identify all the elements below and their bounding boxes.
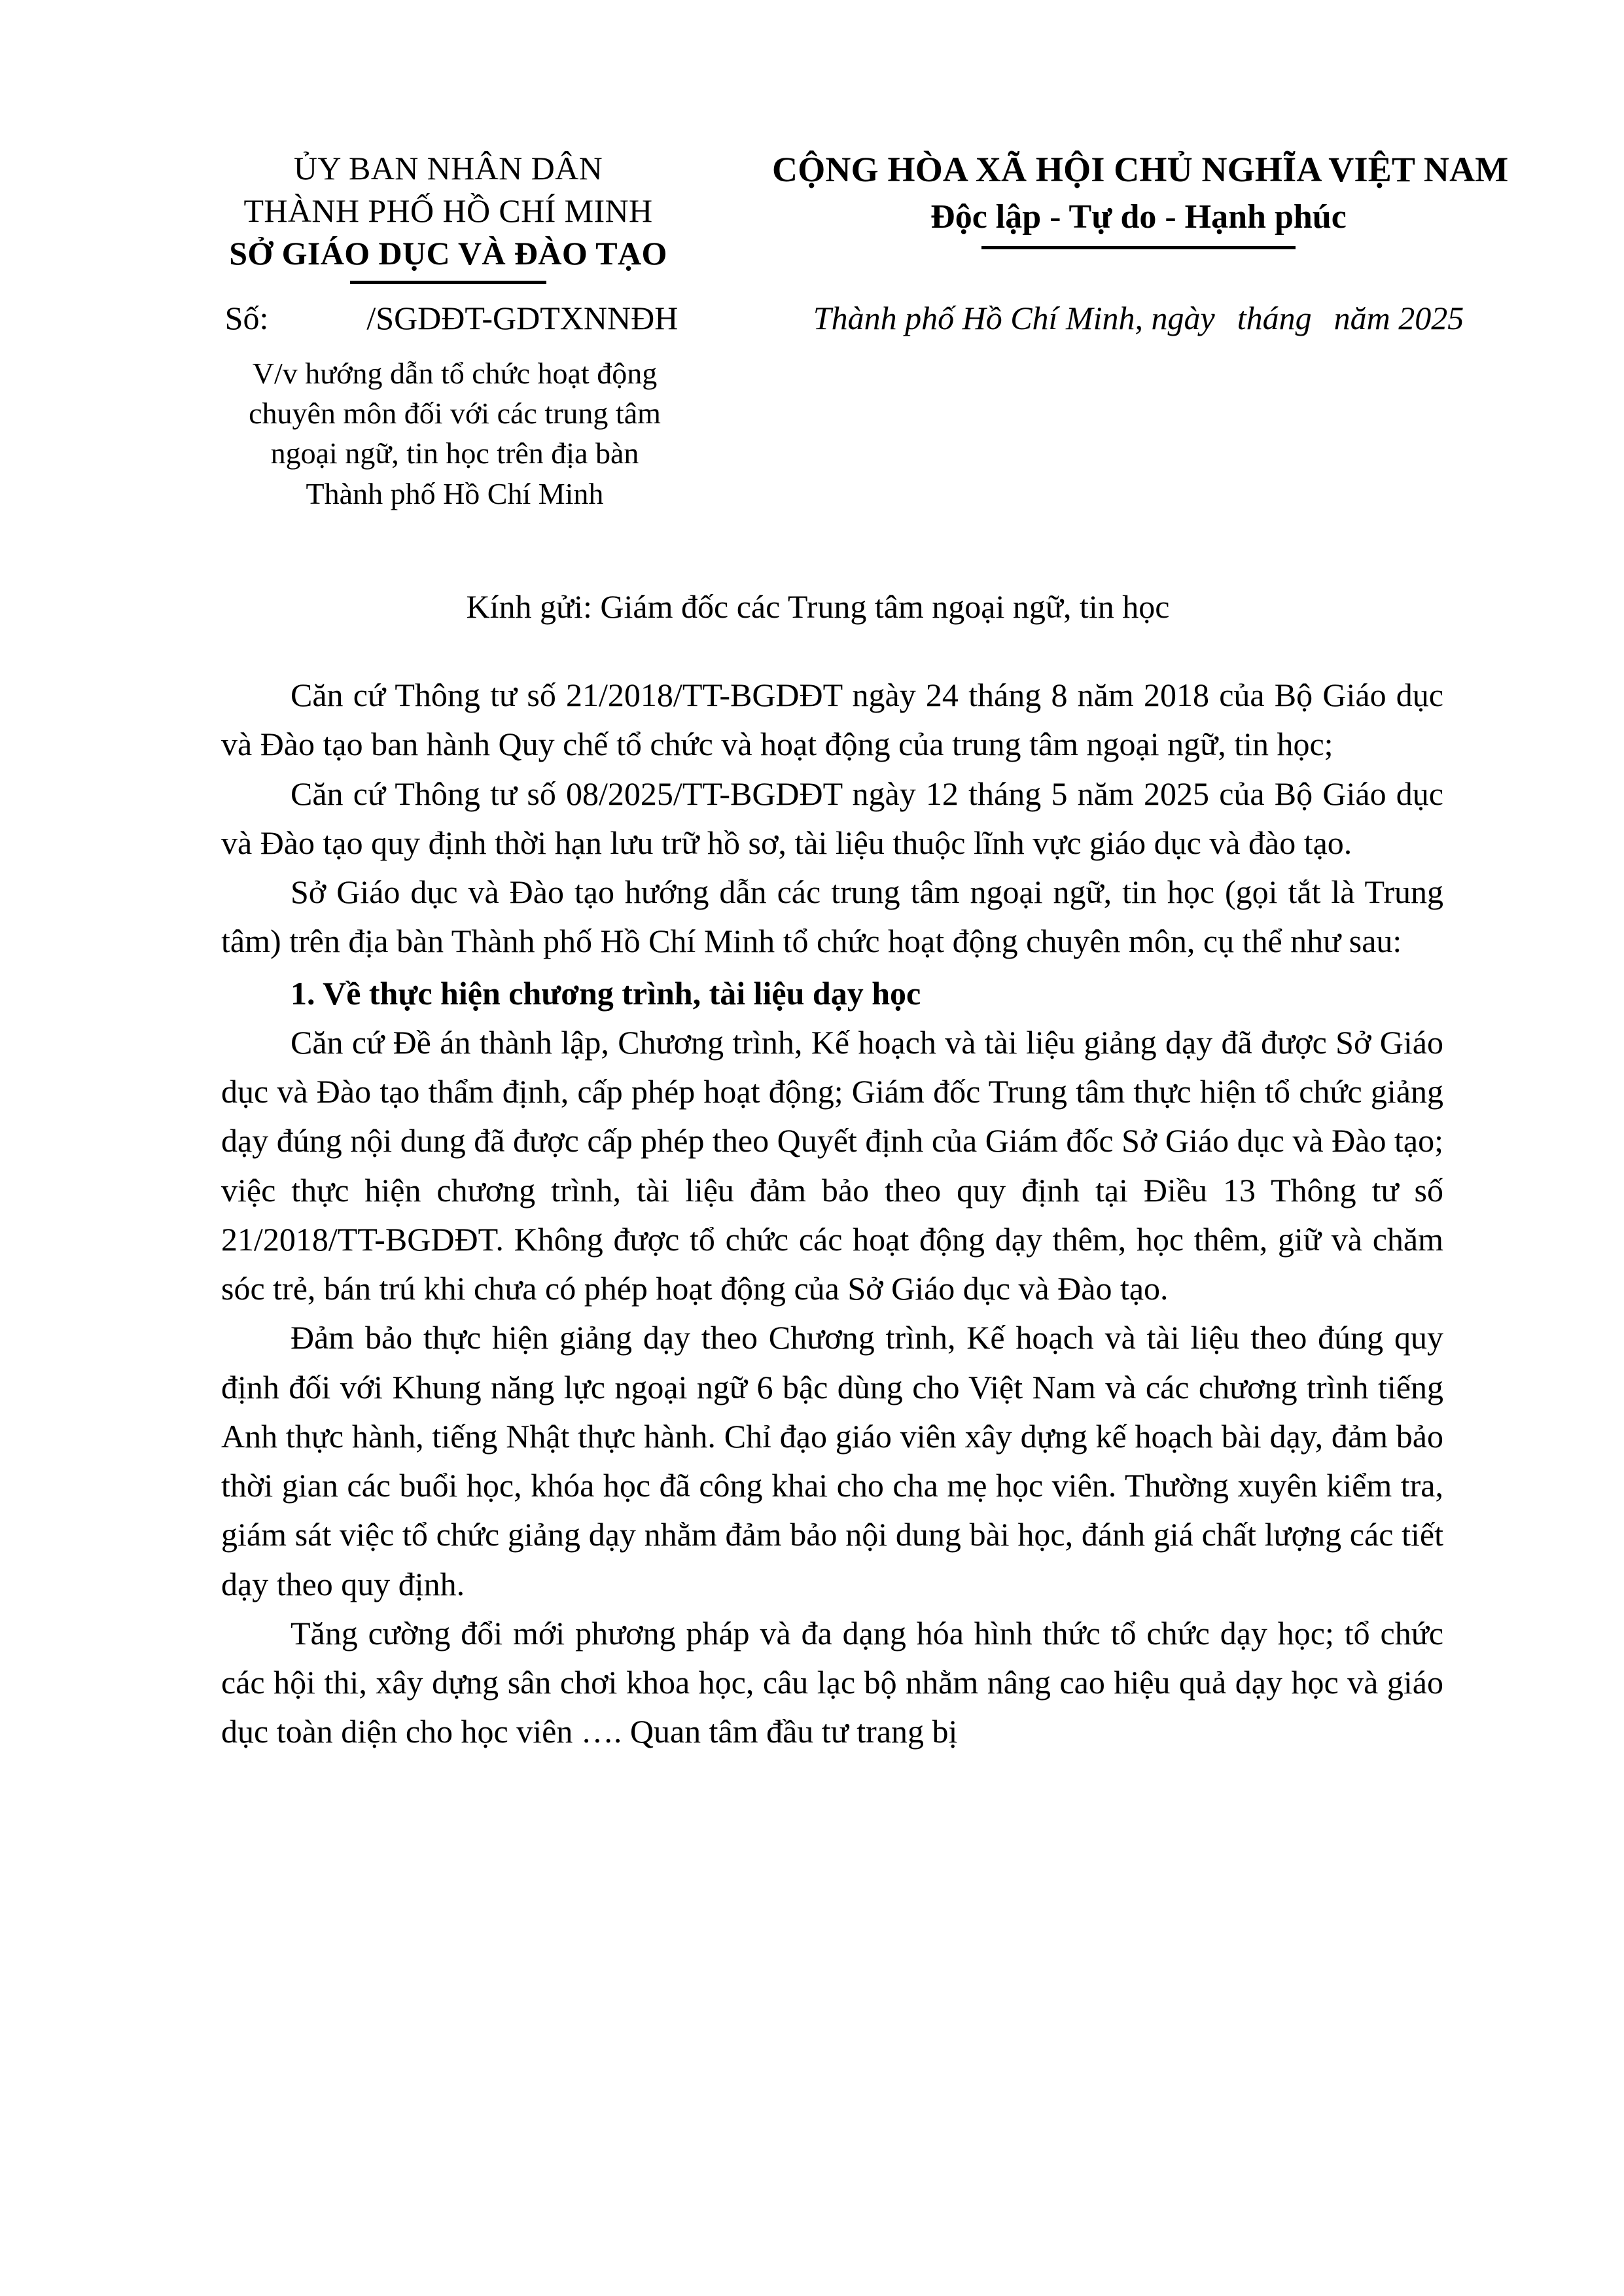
salutation: Kính gửi: Giám đốc các Trung tâm ngoại ngữ, tin học	[466, 588, 1170, 625]
department-underline-rule	[350, 281, 546, 284]
month-label: tháng	[1237, 300, 1312, 336]
paragraph-section1-c: Tăng cường đổi mới phương pháp và đa dạng hóa hình thức tổ chức dạy học; tổ chức các hội thi, xây dựng sân chơi khoa học, câu lạc bộ nhằm nâng cao hiệu quả dạy học và giáo dục toàn diện cho học viên …. Quan tâm đầu tư trang bị	[221, 1614, 1443, 1750]
paragraph-legal-basis-2: Căn cứ Thông tư số 08/2025/TT-BGDĐT ngày 12 tháng 5 năm 2025 của Bộ Giáo dục và Đào tạo quy định thời hạn lưu trữ hồ sơ, tài liệu thuộc lĩnh vực giáo dục và đào tạo.	[221, 775, 1443, 861]
paragraph-section1-b: Đảm bảo thực hiện giảng dạy theo Chương trình, Kế hoạch và tài liệu theo đúng quy định đối với Khung năng lực ngoại ngữ 6 bậc dùng cho Việt Nam và các chương trình tiếng Anh thực hành, tiếng Nhật thực hành. Chỉ đạo giáo viên xây dựng kế hoạch bài dạy, đảm bảo thời gian các buổi học, khóa học đã công khai cho cha mẹ học viên. Thường xuyên kiểm tra, giám sát việc tổ chức giảng dạy nhằm đảm bảo nội dung bài học, đánh giá chất lượng các tiết dạy theo quy định.	[221, 1319, 1443, 1602]
paragraph-legal-basis-1: Căn cứ Thông tư số 21/2018/TT-BGDĐT ngày 24 tháng 8 năm 2018 của Bộ Giáo dục và Đào tạo ban hành Quy chế tổ chức và hoạt động của trung tâm ngoại ngữ, tin học;	[221, 677, 1443, 763]
section-heading-1: 1. Về thực hiện chương trình, tài liệu dạy học	[291, 974, 921, 1012]
letterhead	[131, 147, 1509, 284]
document-number-label: Số:	[224, 300, 269, 336]
place-and-date-block	[772, 298, 1505, 339]
issuing-authority-block	[131, 147, 772, 284]
subject-line-3: ngoại ngữ, tin học trên địa bàn	[270, 436, 639, 470]
year-label: năm 2025	[1333, 300, 1464, 336]
document-number-block	[131, 298, 772, 339]
reference-and-date-row	[131, 298, 1505, 339]
place-date-text: Thành phố Hồ Chí Minh, ngày	[813, 300, 1215, 336]
document-body	[221, 671, 1443, 1757]
subject-line-1: V/v hướng dẫn tổ chức hoạt động	[252, 357, 658, 390]
paragraph-introduction: Sở Giáo dục và Đào tạo hướng dẫn các trung tâm ngoại ngữ, tin học (gọi tắt là Trung tâm) trên địa bàn Thành phố Hồ Chí Minh tổ chức hoạt động chuyên môn, cụ thể như sau:	[221, 874, 1443, 960]
motto-underline-rule	[981, 246, 1296, 249]
authority-line-department: SỞ GIÁO DỤC VÀ ĐÀO TẠO	[229, 235, 667, 272]
authority-line-city: THÀNH PHỐ HỒ CHÍ MINH	[243, 192, 653, 229]
subject-line-2: chuyên môn đối với các trung tâm	[249, 397, 661, 431]
national-heading-block	[772, 147, 1509, 249]
subject-line-4: Thành phố Hồ Chí Minh	[306, 476, 604, 510]
subject-block	[150, 353, 759, 514]
authority-line-people-committee: ỦY BAN NHÂN DÂN	[293, 150, 603, 186]
national-title: CỘNG HÒA XÃ HỘI CHỦ NGHĨA VIỆT NAM	[772, 150, 1509, 189]
document-number-value: /SGDĐT-GDTXNNĐH	[366, 300, 679, 336]
paragraph-section1-a: Căn cứ Đề án thành lập, Chương trình, Kế hoạch và tài liệu giảng dạy đã được Sở Giáo dục và Đào tạo thẩm định, cấp phép hoạt động; Giám đốc Trung tâm thực hiện tổ chức giảng dạy đúng nội dung đã được cấp phép theo Quyết định của Giám đốc Sở Giáo dục và Đào tạo; việc thực hiện chương trình, tài liệu đảm bảo theo quy định tại Điều 13 Thông tư số 21/2018/TT-BGDĐT. Không được tổ chức các hoạt động dạy thêm, học thêm, giữ và chăm sóc trẻ, bán trú khi chưa có phép hoạt động của Sở Giáo dục và Đào tạo.	[221, 1023, 1443, 1307]
national-motto: Độc lập - Tự do - Hạnh phúc	[930, 198, 1347, 236]
